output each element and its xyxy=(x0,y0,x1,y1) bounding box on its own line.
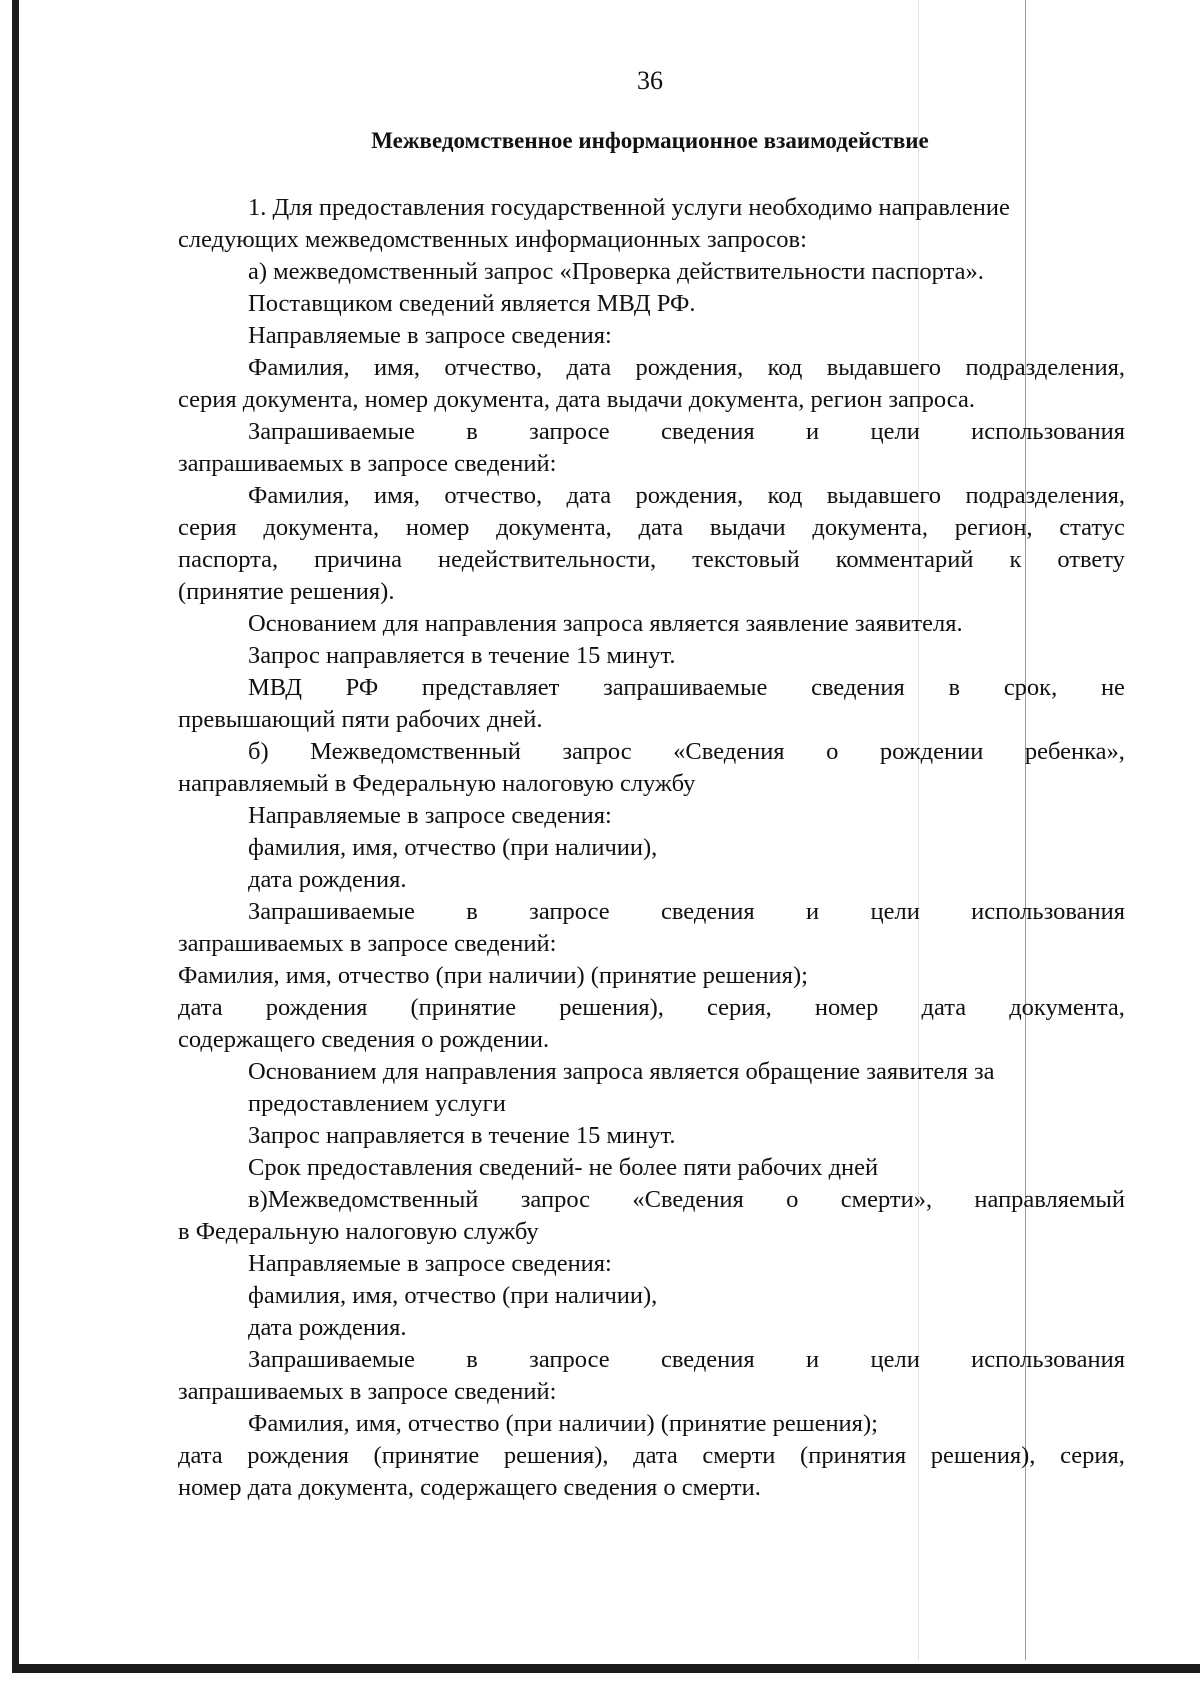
word: Фамилия, xyxy=(248,354,350,381)
paragraph-line: Основанием для направления запроса является обращение заявителя за xyxy=(248,1058,995,1085)
paragraph-line: Направляемые в запросе сведения: xyxy=(248,322,612,349)
word: комментарий xyxy=(835,546,974,573)
word: цели xyxy=(870,418,920,445)
paragraph-line: Срок предоставления сведений- не более пяти рабочих дней xyxy=(248,1154,879,1181)
word: «Сведения xyxy=(632,1186,744,1213)
word: (принятие xyxy=(373,1442,480,1469)
word: сведения xyxy=(660,1346,755,1373)
word: код xyxy=(767,482,803,509)
paragraph-line xyxy=(178,512,1125,544)
word: текстовый xyxy=(692,546,800,573)
word: в xyxy=(466,418,478,445)
paragraph-line: Фамилия, имя, отчество (при наличии) (принятие решения); xyxy=(248,1410,878,1437)
word: (принятия xyxy=(800,1442,907,1469)
paragraph-line xyxy=(178,352,1125,384)
word: дата xyxy=(566,354,612,381)
word: номер xyxy=(405,514,470,541)
word: рождения, xyxy=(635,482,744,509)
word: запросе xyxy=(529,898,610,925)
word: документа, xyxy=(1009,994,1125,1021)
paragraph-line: (принятие решения). xyxy=(178,578,395,605)
word: и xyxy=(806,898,820,925)
paragraph-line: а) межведомственный запрос «Проверка действительности паспорта». xyxy=(248,258,984,285)
word: серия, xyxy=(1060,1442,1125,1469)
word: документа, xyxy=(263,514,380,541)
word: рождения xyxy=(247,1442,349,1469)
paragraph-line: Поставщиком сведений является МВД РФ. xyxy=(248,290,696,317)
word: документа, xyxy=(496,514,612,541)
word: РФ xyxy=(345,674,379,701)
word: отчество, xyxy=(444,482,543,509)
word: Межведомственный xyxy=(310,738,521,765)
word: решения), xyxy=(930,1442,1036,1469)
word: ответу xyxy=(1057,546,1125,573)
paragraph-line: превышающий пяти рабочих дней. xyxy=(178,706,543,733)
document-body xyxy=(178,192,1125,1504)
paragraph-line: дата рождения. xyxy=(248,1314,407,1341)
word: регион, xyxy=(954,514,1033,541)
page-number: 36 xyxy=(637,66,663,95)
paragraph-line: номер дата документа, содержащего сведения о смерти. xyxy=(178,1474,761,1501)
word: паспорта, xyxy=(178,546,279,573)
word: статус xyxy=(1059,514,1125,541)
word: Фамилия, xyxy=(248,482,350,509)
word: дата xyxy=(178,1442,223,1469)
paragraph-line xyxy=(178,736,1125,768)
paragraph-line xyxy=(178,1344,1125,1376)
word: б) xyxy=(248,738,269,765)
word: смерти», xyxy=(840,1186,933,1213)
paragraph-line: запрашиваемых в запросе сведений: xyxy=(178,1378,557,1405)
word: номер xyxy=(814,994,879,1021)
paragraph-line: Направляемые в запросе сведения: xyxy=(248,802,612,829)
word: решения), xyxy=(503,1442,609,1469)
word: в xyxy=(948,674,961,701)
word: запрос xyxy=(562,738,632,765)
paragraph-line xyxy=(178,896,1125,928)
paragraph-line: содержащего сведения о рождении. xyxy=(178,1026,550,1053)
paragraph-line: Фамилия, имя, отчество (при наличии) (принятие решения); xyxy=(178,962,808,989)
paragraph-line: в Федеральную налоговую службу xyxy=(178,1218,539,1245)
word: дата xyxy=(638,514,684,541)
word: код xyxy=(767,354,803,381)
paragraph-line xyxy=(178,480,1125,512)
paragraph-line: фамилия, имя, отчество (при наличии), xyxy=(248,834,658,861)
word: в xyxy=(466,1346,478,1373)
section-title: Межведомственное информационное взаимодействие xyxy=(371,128,929,153)
word: рождения, xyxy=(635,354,744,381)
word: запросе xyxy=(529,418,610,445)
word: подразделения, xyxy=(965,354,1125,381)
word: и xyxy=(806,1346,820,1373)
word: сведения xyxy=(660,418,755,445)
paragraph-line: запрашиваемых в запросе сведений: xyxy=(178,930,557,957)
word: причина xyxy=(314,546,403,573)
paragraph-line: фамилия, имя, отчество (при наличии), xyxy=(248,1282,658,1309)
paragraph-line: 1. Для предоставления государственной услуги необходимо направление xyxy=(248,194,1010,221)
word: серия xyxy=(178,514,237,541)
word: «Сведения xyxy=(673,738,785,765)
paragraph-line: запрашиваемых в запросе сведений: xyxy=(178,450,557,477)
paragraph-line: Направляемые в запросе сведения: xyxy=(248,1250,612,1277)
word: МВД xyxy=(248,674,302,701)
word: выдачи xyxy=(709,514,786,541)
word: (принятие xyxy=(410,994,517,1021)
word: сведения xyxy=(811,674,905,701)
word: ребенка», xyxy=(1024,738,1125,765)
word: рождения xyxy=(265,994,368,1021)
paragraph-line: Основанием для направления запроса является заявление заявителя. xyxy=(248,610,963,637)
word: использования xyxy=(971,418,1125,445)
word: дата xyxy=(633,1442,678,1469)
word: не xyxy=(1100,674,1125,701)
word: использования xyxy=(971,1346,1125,1373)
word: смерти xyxy=(702,1442,776,1469)
paragraph-line xyxy=(178,544,1125,576)
paragraph-line: Запрос направляется в течение 15 минут. xyxy=(248,642,676,669)
word: использования xyxy=(971,898,1125,925)
word: о xyxy=(826,738,839,765)
word: дата xyxy=(921,994,967,1021)
word: имя, xyxy=(373,354,420,381)
word: подразделения, xyxy=(965,482,1125,509)
word: документа, xyxy=(812,514,929,541)
scan-border-bottom xyxy=(12,1664,1200,1673)
scan-border-left xyxy=(12,0,19,1672)
word: запросе xyxy=(529,1346,610,1373)
word: выдавшего xyxy=(826,354,942,381)
word: рождении xyxy=(879,738,984,765)
word: направляемый xyxy=(974,1186,1125,1213)
paragraph-line xyxy=(178,992,1125,1024)
word: запрашиваемые xyxy=(603,674,768,701)
word: представляет xyxy=(421,674,560,701)
paragraph-line xyxy=(178,1440,1125,1472)
paragraph-line: предоставлением услуги xyxy=(248,1090,506,1117)
paragraph-line: следующих межведомственных информационных запросов: xyxy=(178,226,807,253)
word: Запрашиваемые xyxy=(248,898,415,925)
word: запрос xyxy=(520,1186,591,1213)
word: цели xyxy=(870,898,920,925)
word: отчество, xyxy=(444,354,543,381)
word: недействительности, xyxy=(438,546,657,573)
word: к xyxy=(1009,546,1022,573)
word: дата xyxy=(178,994,223,1021)
paragraph-line xyxy=(178,1184,1125,1216)
paragraph-line xyxy=(178,416,1125,448)
word: Запрашиваемые xyxy=(248,418,415,445)
word: срок, xyxy=(1003,674,1058,701)
paragraph-line: направляемый в Федеральную налоговую службу xyxy=(178,770,696,797)
word: в)Межведомственный xyxy=(248,1186,479,1213)
word: выдавшего xyxy=(826,482,942,509)
word: цели xyxy=(870,1346,920,1373)
word: Запрашиваемые xyxy=(248,1346,415,1373)
word: серия, xyxy=(706,994,772,1021)
word: о xyxy=(786,1186,799,1213)
paragraph-line: серия документа, номер документа, дата выдачи документа, регион запроса. xyxy=(178,386,975,413)
word: в xyxy=(466,898,478,925)
word: сведения xyxy=(660,898,755,925)
paragraph-line: дата рождения. xyxy=(248,866,407,893)
word: имя, xyxy=(373,482,420,509)
paragraph-line: Запрос направляется в течение 15 минут. xyxy=(248,1122,676,1149)
word: дата xyxy=(566,482,612,509)
word: и xyxy=(806,418,820,445)
word: решения), xyxy=(559,994,664,1021)
paragraph-line xyxy=(178,672,1125,704)
